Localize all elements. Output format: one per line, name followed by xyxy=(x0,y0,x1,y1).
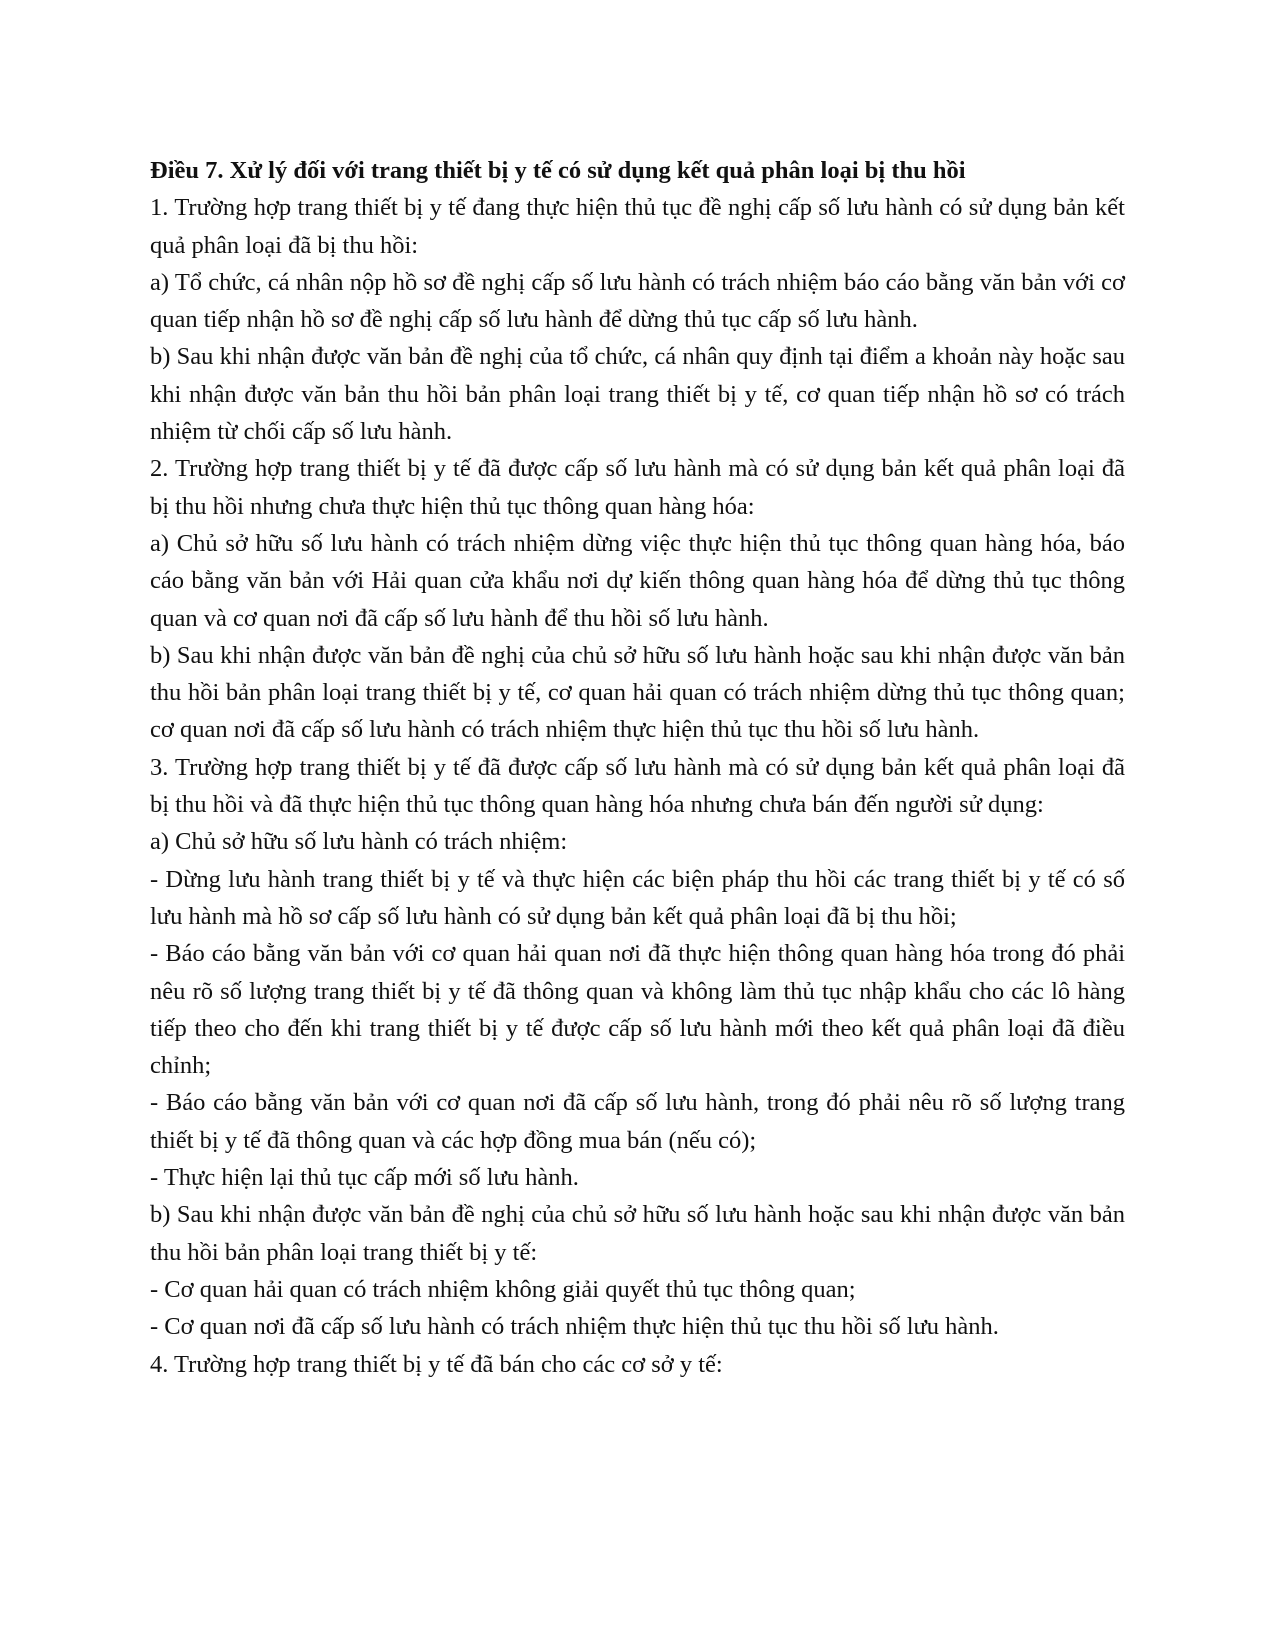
bullet-3a-2: - Báo cáo bằng văn bản với cơ quan hải quan nơi đã thực hiện thông quan hàng hóa trong đó phải nêu rõ số lượng trang thiết bị y tế đã thông quan và không làm thủ tục nhập khẩu cho các lô hàng tiếp theo cho đến khi trang thiết bị y tế được cấp số lưu hành mới theo kết quả phân loại đã điều chỉnh; xyxy=(150,940,1125,1080)
bullet-3a-4: - Thực hiện lại thủ tục cấp mới số lưu hành. xyxy=(150,1164,579,1192)
paragraph-3: 3. Trường hợp trang thiết bị y tế đã được cấp số lưu hành mà có sử dụng bản kết quả phân loại đã bị thu hồi và đã thực hiện thủ tục thông quan hàng hóa nhưng chưa bán đến người sử dụng: xyxy=(150,753,1125,819)
bullet-3a-1: - Dừng lưu hành trang thiết bị y tế và thực hiện các biện pháp thu hồi các trang thiết bị y tế có số lưu hành mà hồ sơ cấp số lưu hành có sử dụng bản kết quả phân loại đã bị thu hồi; xyxy=(150,865,1125,930)
bullet-3b-2: - Cơ quan nơi đã cấp số lưu hành có trách nhiệm thực hiện thủ tục thu hồi số lưu hành. xyxy=(150,1313,999,1341)
document-page xyxy=(150,152,1125,1383)
paragraph-2a: a) Chủ sở hữu số lưu hành có trách nhiệm dừng việc thực hiện thủ tục thông quan hàng hóa, báo cáo bằng văn bản với Hải quan cửa khẩu nơi dự kiến thông quan hàng hóa để dừng thủ tục thông quan và cơ quan nơi đã cấp số lưu hành để thu hồi số lưu hành. xyxy=(150,529,1125,632)
bullet-3a-3: - Báo cáo bằng văn bản với cơ quan nơi đã cấp số lưu hành, trong đó phải nêu rõ số lượng trang thiết bị y tế đã thông quan và các hợp đồng mua bán (nếu có); xyxy=(150,1089,1125,1154)
paragraph-2b: b) Sau khi nhận được văn bản đề nghị của chủ sở hữu số lưu hành hoặc sau khi nhận được văn bản thu hồi bản phân loại trang thiết bị y tế, cơ quan hải quan có trách nhiệm dừng thủ tục thông quan; cơ quan nơi đã cấp số lưu hành có trách nhiệm thực hiện thủ tục thu hồi số lưu hành. xyxy=(150,641,1125,744)
paragraph-4: 4. Trường hợp trang thiết bị y tế đã bán cho các cơ sở y tế: xyxy=(150,1350,723,1378)
paragraph-3b: b) Sau khi nhận được văn bản đề nghị của chủ sở hữu số lưu hành hoặc sau khi nhận được văn bản thu hồi bản phân loại trang thiết bị y tế: xyxy=(150,1201,1125,1266)
paragraph-1a: a) Tổ chức, cá nhân nộp hồ sơ đề nghị cấp số lưu hành có trách nhiệm báo cáo bằng văn bản với cơ quan tiếp nhận hồ sơ đề nghị cấp số lưu hành để dừng thủ tục cấp số lưu hành. xyxy=(150,268,1125,334)
bullet-3b-1: - Cơ quan hải quan có trách nhiệm không giải quyết thủ tục thông quan; xyxy=(150,1275,856,1303)
article-title: Điều 7. Xử lý đối với trang thiết bị y tế có sử dụng kết quả phân loại bị thu hồi xyxy=(150,157,966,184)
paragraph-3a: a) Chủ sở hữu số lưu hành có trách nhiệm: xyxy=(150,828,568,856)
paragraph-2: 2. Trường hợp trang thiết bị y tế đã được cấp số lưu hành mà có sử dụng bản kết quả phân loại đã bị thu hồi nhưng chưa thực hiện thủ tục thông quan hàng hóa: xyxy=(150,455,1125,520)
paragraph-1b: b) Sau khi nhận được văn bản đề nghị của tổ chức, cá nhân quy định tại điểm a khoản này hoặc sau khi nhận được văn bản thu hồi bản phân loại trang thiết bị y tế, cơ quan tiếp nhận hồ sơ có trách nhiệm từ chối cấp số lưu hành. xyxy=(150,343,1125,446)
paragraph-1: 1. Trường hợp trang thiết bị y tế đang thực hiện thủ tục đề nghị cấp số lưu hành có sử dụng bản kết quả phân loại đã bị thu hồi: xyxy=(150,194,1125,259)
